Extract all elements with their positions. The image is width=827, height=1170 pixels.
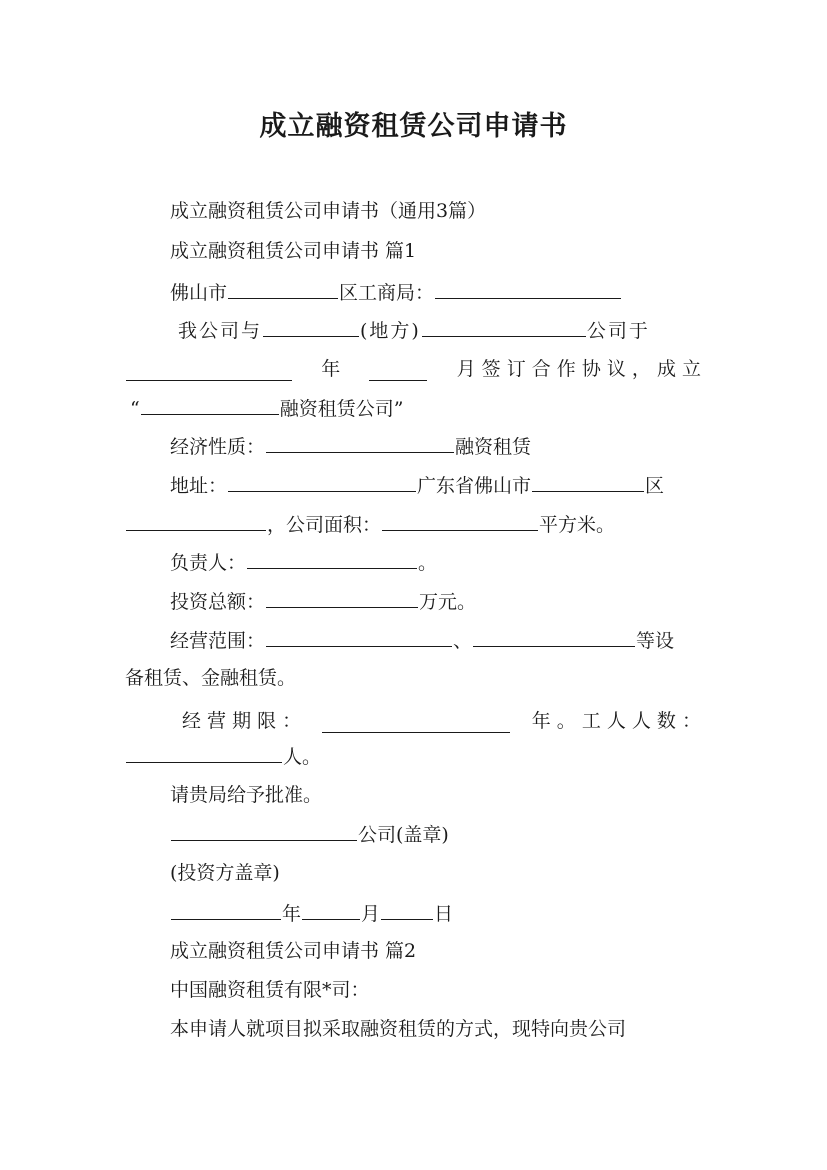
area-blank [382, 510, 538, 531]
section-heading-1-text: 成立融资租赁公司申请书 篇1 [170, 240, 417, 262]
business-scope-cont [125, 665, 296, 691]
investment-unit: 万元。 [419, 591, 477, 613]
business-scope-separator: 、 [453, 630, 473, 652]
business-scope-line [170, 626, 674, 654]
term-blank [322, 712, 510, 733]
business-scope-blank-2 [473, 626, 635, 647]
date-day-blank [381, 899, 433, 920]
date-year-label: 年 [282, 903, 302, 925]
address-city: 广东省佛山市 [417, 475, 532, 497]
address-label: 地址： [170, 475, 228, 497]
agreement-line-2 [125, 354, 701, 381]
economic-nature-value: 融资租赁 [455, 436, 532, 458]
area-label: ，公司面积： [267, 514, 382, 536]
date-line [170, 899, 453, 927]
addressee-line [170, 278, 622, 306]
address-blank [228, 471, 416, 492]
responsible-person-blank [247, 548, 417, 569]
request-line [170, 782, 322, 808]
address-detail-blank [126, 510, 266, 531]
agreement-text-c: 公司于 [586, 320, 650, 342]
responsible-person-end: 。 [418, 552, 438, 574]
business-scope-cont-text: 备租赁、金融租赁。 [125, 667, 297, 689]
month-blank [369, 360, 427, 381]
company-name-blank [141, 394, 279, 415]
date-month-label: 月 [361, 903, 381, 925]
application-body-line [170, 1016, 626, 1042]
date-year-blank [171, 899, 281, 920]
area-line [125, 510, 615, 538]
addressee-2-text: 中国融资租赁有限*司： [170, 979, 370, 1001]
agreement-year-label: 年 [321, 358, 341, 380]
business-scope-tail: 等设 [636, 630, 675, 652]
agreement-text-b: (地方) [360, 320, 421, 342]
partner-company-blank [422, 316, 586, 337]
district-blank [228, 278, 338, 299]
investment-label: 投资总额： [170, 591, 266, 613]
company-seal-label: 公司(盖章) [358, 824, 449, 846]
agreement-month-text: 月 签 订 合 作 协 议 ， 成 立 [456, 358, 701, 380]
investment-line [170, 587, 476, 615]
economic-nature-label: 经济性质： [170, 436, 266, 458]
addressee-blank [435, 278, 621, 299]
addressee-2-line [170, 977, 370, 1003]
date-month-blank [302, 899, 360, 920]
investment-blank [266, 587, 418, 608]
section-heading-2-text: 成立融资租赁公司申请书 篇2 [170, 940, 417, 962]
workers-blank [126, 742, 282, 763]
economic-nature-blank [266, 432, 454, 453]
area-unit: 平方米。 [539, 514, 616, 536]
responsible-person-line [170, 548, 437, 576]
agreement-text-a: 我公司与 [178, 320, 263, 342]
company-name-line [130, 394, 403, 422]
date-day-label: 日 [434, 903, 454, 925]
section-heading-2 [170, 938, 416, 964]
addressee-bureau: 区工商局： [339, 282, 435, 304]
term-workers-line [182, 706, 701, 733]
company-seal-line [170, 820, 449, 848]
request-text: 请贵局给予批准。 [170, 784, 323, 806]
partner-blank [263, 316, 359, 337]
year-blank [126, 360, 292, 381]
business-scope-label: 经营范围： [170, 630, 266, 652]
investor-seal-line [170, 860, 280, 886]
workers-unit: 人。 [283, 746, 322, 768]
company-seal-blank [171, 820, 357, 841]
subtitle-line [170, 198, 486, 224]
agreement-line-1 [178, 316, 650, 344]
term-label: 经 营 期 限 ： [182, 710, 302, 732]
economic-nature-line [170, 432, 531, 460]
investor-seal-label: (投资方盖章) [170, 862, 280, 884]
address-line [170, 471, 664, 499]
application-body-text: 本申请人就项目拟采取融资租赁的方式，现特向贵公司 [170, 1018, 627, 1040]
address-district-blank [532, 471, 644, 492]
document-title: 成立融资租赁公司申请书 [259, 111, 568, 142]
workers-label: 年 。 工 人 人 数 ： [531, 710, 701, 732]
workers-line [125, 742, 321, 770]
subtitle-text: 成立融资租赁公司申请书（通用3篇） [170, 200, 487, 222]
section-heading-1 [170, 238, 416, 264]
business-scope-blank-1 [266, 626, 452, 647]
address-district-label: 区 [645, 475, 665, 497]
company-name-suffix: 融资租赁公司” [279, 398, 404, 420]
responsible-person-label: 负责人： [170, 552, 247, 574]
addressee-city: 佛山市 [170, 282, 228, 304]
quote-open: “ [130, 398, 140, 420]
